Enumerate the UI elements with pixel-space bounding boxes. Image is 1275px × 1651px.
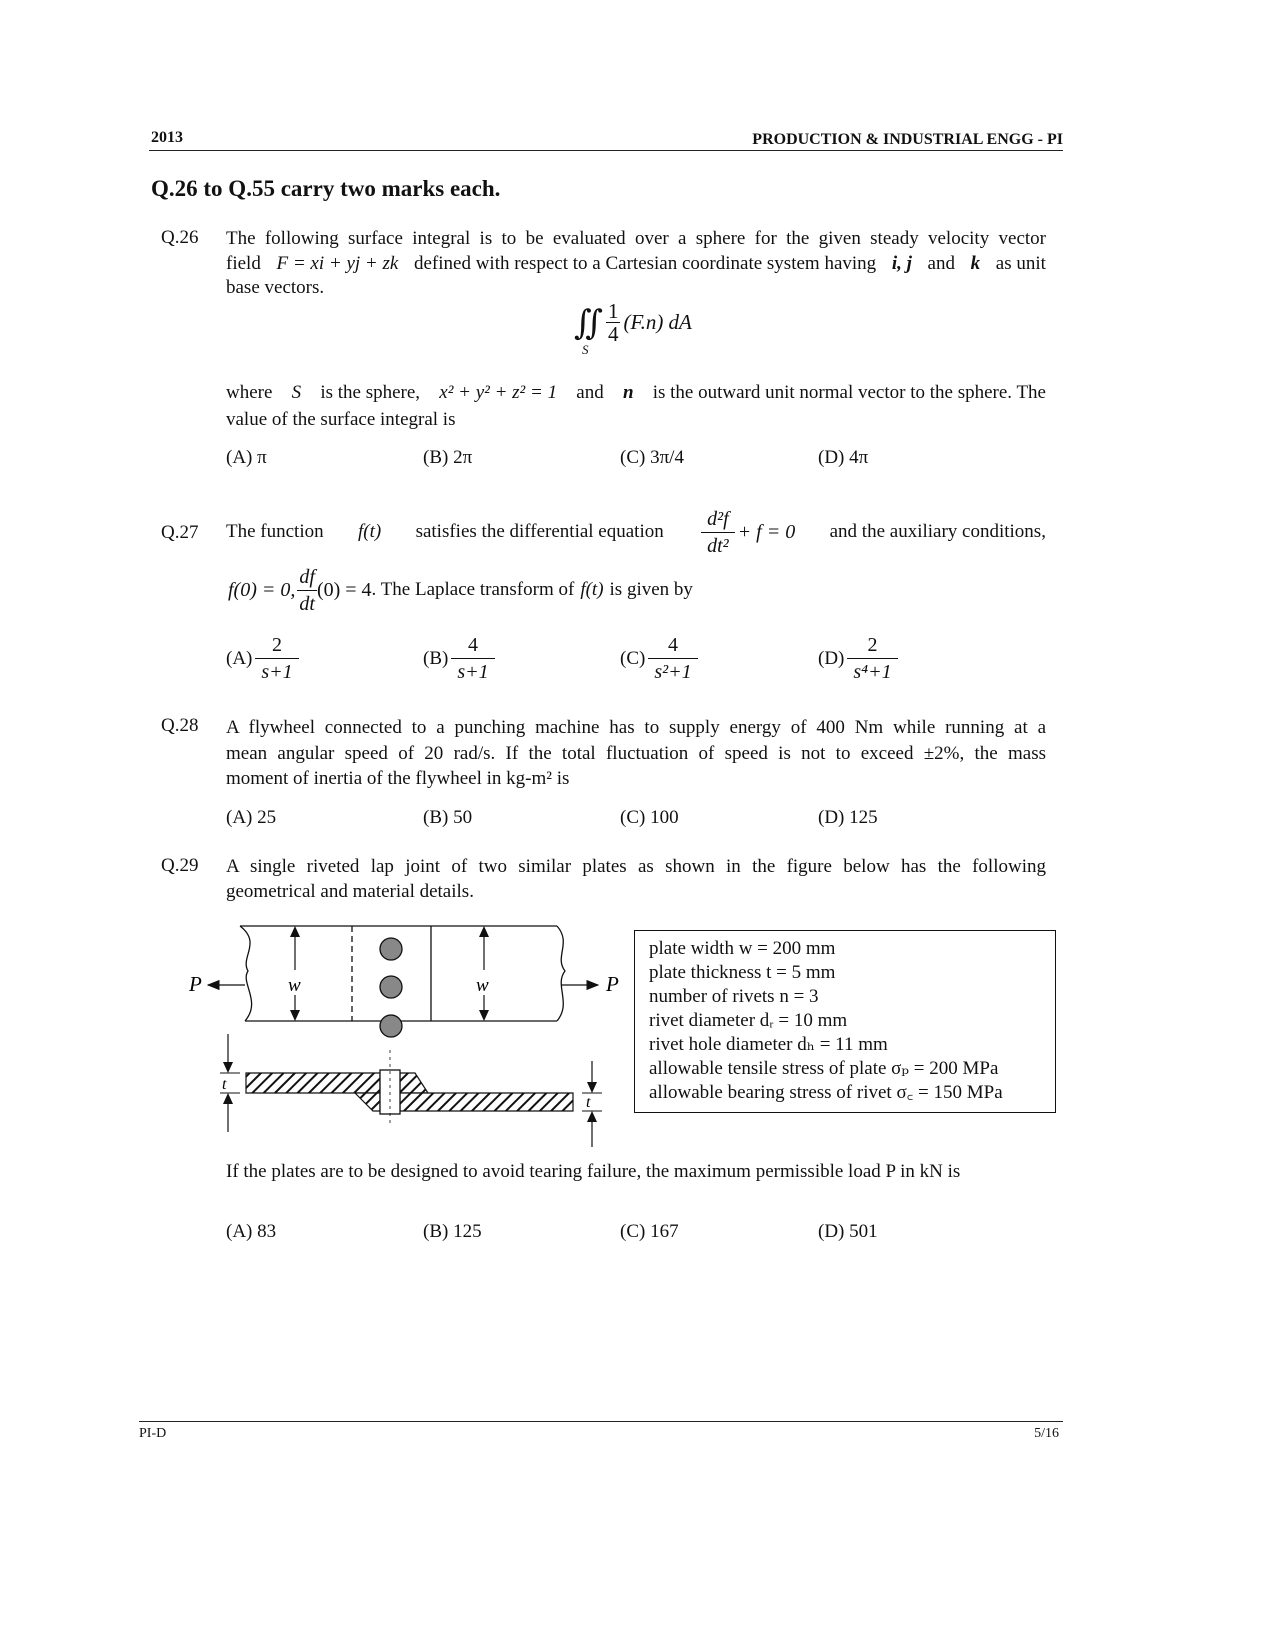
detail-bearing-stress: allowable bearing stress of rivet σ꜀ = 150 MPa xyxy=(649,1082,1003,1103)
left-break-line xyxy=(240,926,252,1021)
q26-where-S: S xyxy=(291,382,302,403)
q28-line-1: A flywheel connected to a punching machine has to supply energy of 400 Nm while running at a xyxy=(226,717,1046,738)
q26-line-2-end: as unit xyxy=(995,252,1046,274)
q26-option-c[interactable]: (C) 3π/4 xyxy=(620,447,684,468)
q27-option-d-fraction xyxy=(847,632,897,685)
footer-code: PI-D xyxy=(139,1426,167,1441)
q27-de-den: dt² xyxy=(701,532,735,559)
q27-option-b-fraction xyxy=(451,632,494,685)
width-label-1: w xyxy=(288,975,301,996)
detail-rivet-count: number of rivets n = 3 xyxy=(649,986,819,1007)
width-arrow-1-bottom xyxy=(290,1010,300,1021)
q26-fraction-den: 4 xyxy=(607,322,619,346)
q26-option-b[interactable]: (B) 2π xyxy=(423,447,473,468)
q27-option-d-label: (D) xyxy=(818,647,845,669)
section-view xyxy=(220,1034,602,1147)
q26-line-3: base vectors. xyxy=(226,277,325,298)
q26-integrand: (F.n) dA xyxy=(623,310,692,334)
q27-option-a-num: 2 xyxy=(272,634,283,656)
q27-cond-num: df xyxy=(299,565,315,588)
q28-option-b[interactable]: (B) 50 xyxy=(423,807,473,828)
q27-option-c-fraction xyxy=(648,632,697,685)
q27-text-given: is given by xyxy=(609,578,693,600)
q26-line-2 xyxy=(226,252,1046,277)
q26-and: and xyxy=(927,252,955,274)
q26-option-a[interactable]: (A) π xyxy=(226,447,267,468)
q26-number: Q.26 xyxy=(161,227,199,248)
q27-option-c-den: s²+1 xyxy=(648,658,697,685)
q29-option-b[interactable]: (B) 125 xyxy=(423,1221,482,1242)
q27-option-b-num: 4 xyxy=(467,634,478,656)
q26-sphere-equation: x² + y² + z² = 1 xyxy=(439,382,558,403)
upper-plate-section xyxy=(246,1073,380,1093)
header-rule xyxy=(149,150,1063,151)
lower-plate-section xyxy=(400,1093,573,1111)
q28-option-a[interactable]: (A) 25 xyxy=(226,807,277,828)
q27-de-fraction xyxy=(701,506,735,559)
q27-option-c[interactable] xyxy=(620,632,701,685)
width-label-2: w xyxy=(476,975,489,996)
q27-condition-2: (0) = 4 xyxy=(316,578,372,601)
q26-line-2-text: defined with respect to a Cartesian coordinate system having xyxy=(413,252,877,274)
q29-line-2: geometrical and material details. xyxy=(226,880,474,902)
q26-integral xyxy=(574,299,692,357)
q29-text xyxy=(226,855,1046,904)
q26-field-word: field xyxy=(226,252,261,274)
q27-option-a-label: (A) xyxy=(226,647,253,669)
q26-option-d[interactable]: (D) 4π xyxy=(818,447,869,468)
q27-cond-den: dt xyxy=(297,590,317,617)
load-label-right: P xyxy=(606,972,619,996)
q26-where xyxy=(226,381,1046,432)
detail-plate-width: plate width w = 200 mm xyxy=(649,938,836,959)
detail-rivet-diameter: rivet diameter dᵣ = 10 mm xyxy=(649,1010,848,1031)
width-arrow-2-top xyxy=(479,926,489,937)
q27-ft-2: f(t) xyxy=(580,578,604,600)
q27-option-b[interactable] xyxy=(423,632,498,685)
q29-option-a[interactable]: (A) 83 xyxy=(226,1221,277,1242)
q26-where-and: and xyxy=(576,382,604,403)
q27-option-d-den: s⁴+1 xyxy=(847,658,897,685)
q27-option-a[interactable] xyxy=(226,632,302,685)
q27-text-laplace: . The Laplace transform of xyxy=(371,578,575,600)
q28-line-3: moment of inertia of the flywheel in kg-m² is xyxy=(226,768,570,789)
q28-text xyxy=(226,715,1046,792)
q26-where-normal: is the outward unit normal vector to the sphere. The xyxy=(652,382,1046,403)
rivet-2 xyxy=(380,976,402,998)
q29-line-1: A single riveted lap joint of two similar plates as shown in the figure below has the following xyxy=(226,856,1046,877)
q27-text-function: The function xyxy=(226,520,324,542)
q28-option-d[interactable]: (D) 125 xyxy=(818,807,878,828)
q27-de-num: d²f xyxy=(707,507,729,530)
q26-where-line-1 xyxy=(226,381,1046,406)
thickness-label-1: t xyxy=(222,1076,227,1093)
q29-details-box xyxy=(634,930,1056,1113)
q26-field-equation: F = xi + yj + zk xyxy=(276,252,399,274)
rivet-1 xyxy=(380,938,402,960)
q28-number: Q.28 xyxy=(161,715,199,736)
q27-differential-equation xyxy=(698,506,795,559)
q27-condition-1: f(0) = 0, xyxy=(228,578,296,601)
q27-option-b-den: s+1 xyxy=(451,658,494,685)
q29-question: If the plates are to be designed to avoid tearing failure, the maximum permissible load P in kN is xyxy=(226,1161,961,1182)
q27-option-b-label: (B) xyxy=(423,647,449,669)
load-label-left: P xyxy=(189,972,202,996)
q27-text-satisfies: satisfies the differential equation xyxy=(415,520,664,542)
q26-unit-vector-k: k xyxy=(970,252,981,274)
detail-plate-thickness: plate thickness t = 5 mm xyxy=(649,962,836,983)
q26-text xyxy=(226,227,1046,301)
q27-line-1 xyxy=(226,500,1046,564)
q26-fraction-num: 1 xyxy=(607,299,619,323)
lower-plate-joggle xyxy=(355,1093,380,1111)
q26-double-integral-sign: ∬ xyxy=(574,304,603,342)
q27-condition-fraction xyxy=(297,564,317,617)
q27-option-d[interactable] xyxy=(818,632,901,685)
width-arrow-1-top xyxy=(290,926,300,937)
q27-number: Q.27 xyxy=(161,522,199,543)
right-break-line xyxy=(557,926,565,1021)
plan-view xyxy=(188,926,619,1037)
q29-number: Q.29 xyxy=(161,855,199,876)
q29-option-d[interactable]: (D) 501 xyxy=(818,1221,878,1242)
thickness-2-arrow-top xyxy=(587,1082,597,1093)
header-year: 2013 xyxy=(151,129,183,146)
q27-text-aux: and the auxiliary conditions, xyxy=(829,520,1046,542)
footer-page-number: 5/16 xyxy=(1034,1426,1059,1441)
header-paper-title: PRODUCTION & INDUSTRIAL ENGG - PI xyxy=(752,131,1063,148)
q27-option-c-num: 4 xyxy=(667,634,678,656)
width-arrow-2-bottom xyxy=(479,1010,489,1021)
q27-option-d-num: 2 xyxy=(867,634,878,656)
section-title: Q.26 to Q.55 carry two marks each. xyxy=(151,176,501,201)
q27-option-a-den: s+1 xyxy=(255,658,298,685)
q27-ft: f(t) xyxy=(357,520,382,542)
detail-tensile-stress: allowable tensile stress of plate σₚ = 200 MPa xyxy=(649,1058,999,1079)
q26-where-n: n xyxy=(622,382,634,403)
q27-option-c-label: (C) xyxy=(620,647,646,669)
q26-fraction xyxy=(606,300,621,345)
q26-where-word: where xyxy=(226,382,273,403)
thickness-1-arrow-top xyxy=(223,1062,233,1073)
thickness-2-arrow-bottom xyxy=(587,1111,597,1122)
q26-integral-subscript: S xyxy=(582,342,589,357)
detail-hole-diameter: rivet hole diameter dₕ = 11 mm xyxy=(649,1034,888,1055)
thickness-1-arrow-bottom xyxy=(223,1093,233,1104)
q29-lap-joint-figure xyxy=(180,915,630,1155)
q26-line-1: The following surface integral is to be evaluated over a sphere for the given steady velocity vector xyxy=(226,228,1046,249)
q29-option-c[interactable]: (C) 167 xyxy=(620,1221,679,1242)
q27-de-rest: + f = 0 xyxy=(737,520,796,543)
q28-line-2: mean angular speed of 20 rad/s. If the total fluctuation of speed is not to exceed ±2%, the mass xyxy=(226,742,1046,764)
footer-rule xyxy=(139,1421,1063,1422)
q26-where-sphere: is the sphere, xyxy=(320,382,421,403)
q28-option-c[interactable]: (C) 100 xyxy=(620,807,679,828)
q26-unit-vectors-ij: i, j xyxy=(891,252,912,274)
q27-option-a-fraction xyxy=(255,632,298,685)
q26-where-line-2: value of the surface integral is xyxy=(226,408,456,430)
q27-line-2 xyxy=(228,562,693,618)
thickness-label-2: t xyxy=(586,1094,591,1111)
upper-plate-joggle xyxy=(400,1073,428,1093)
rivet-3 xyxy=(380,1015,402,1037)
